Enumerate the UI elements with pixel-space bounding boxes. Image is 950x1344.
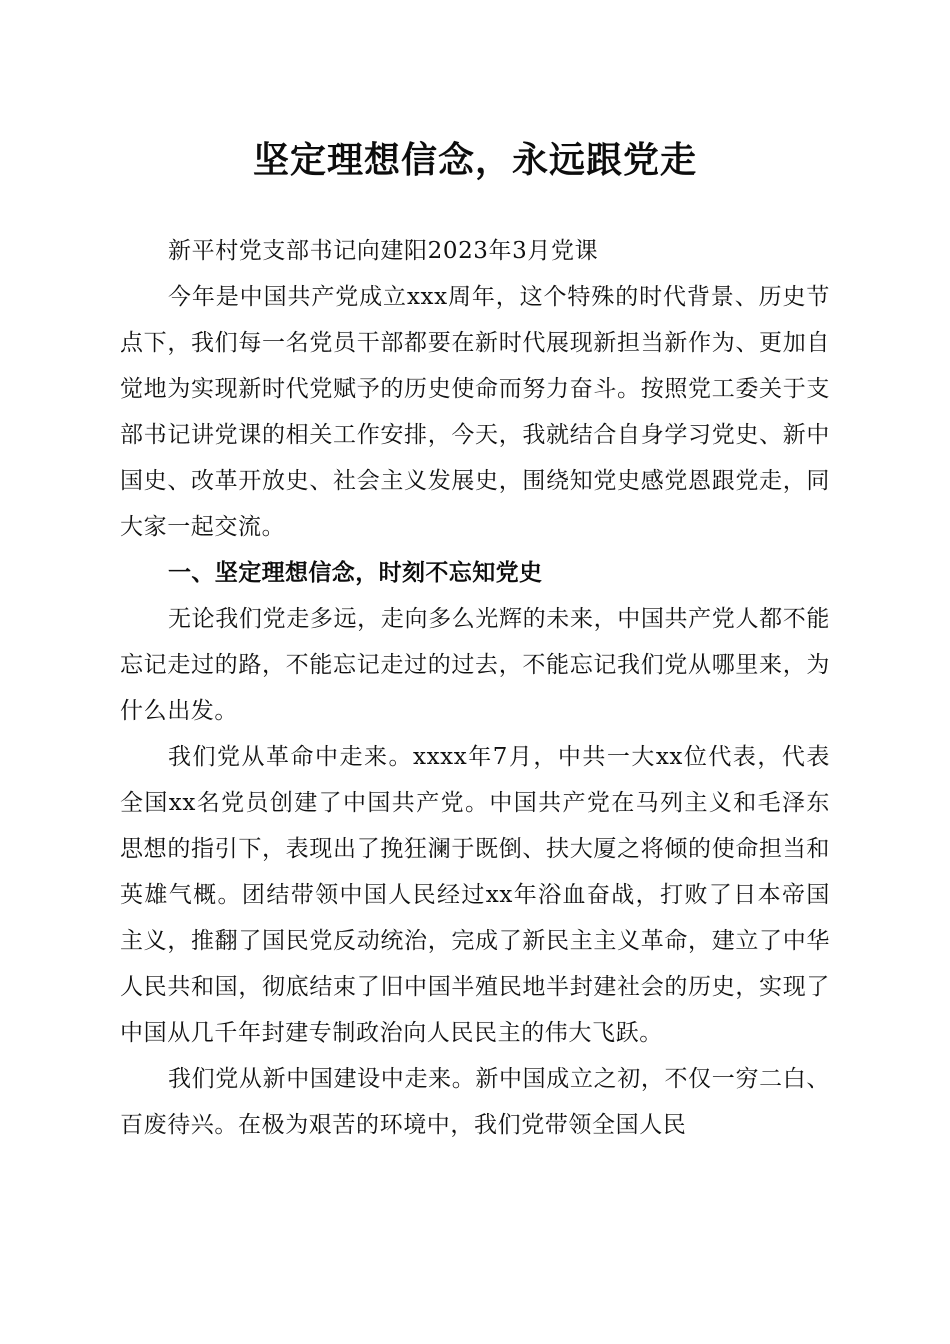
paragraph: 无论我们党走多远，走向多么光辉的未来，中国共产党人都不能忘记走过的路，不能忘记走过的过去，不能忘记我们党从哪里来，为什么出发。 — [120, 606, 830, 724]
section-heading: 一、坚定理想信念，时刻不忘知党史 — [168, 560, 543, 586]
paragraph: 我们党从革命中走来。xxxx年7月，中共一大xx位代表，代表全国xx名党员创建了中国共产党。中国共产党在马列主义和毛泽东思想的指引下，表现出了挽狂澜于既倒、扶大厦之将倾的使命担当和英雄气概。团结带领中国人民经过xx年浴血奋战，打败了日本帝国主义，推翻了国民党反动统治，完成了新民主主义革命，建立了中华人民共和国，彻底结束了旧中国半殖民地半封建社会的历史，实现了中国从几千年封建专制政治向人民民主的伟大飞跃。 — [120, 744, 830, 1046]
paragraph: 我们党从新中国建设中走来。新中国成立之初，不仅一穷二白、百废待兴。在极为艰苦的环境中，我们党带领全国人民 — [120, 1066, 830, 1138]
document-body — [120, 228, 830, 1148]
intro-paragraph: 今年是中国共产党成立xxx周年，这个特殊的时代背景、历史节点下，我们每一名党员干部都要在新时代展现新担当新作为、更加自觉地为实现新时代党赋予的历史使命而努力奋斗。按照党工委关于支部书记讲党课的相关工作安排，今天，我就结合自身学习党史、新中国史、改革开放史、社会主义发展史，围绕知党史感党恩跟党走，同大家一起交流。 — [120, 284, 830, 540]
byline: 新平村党支部书记向建阳2023年3月党课 — [168, 238, 599, 264]
document-title: 坚定理想信念，永远跟党走 — [252, 139, 697, 181]
